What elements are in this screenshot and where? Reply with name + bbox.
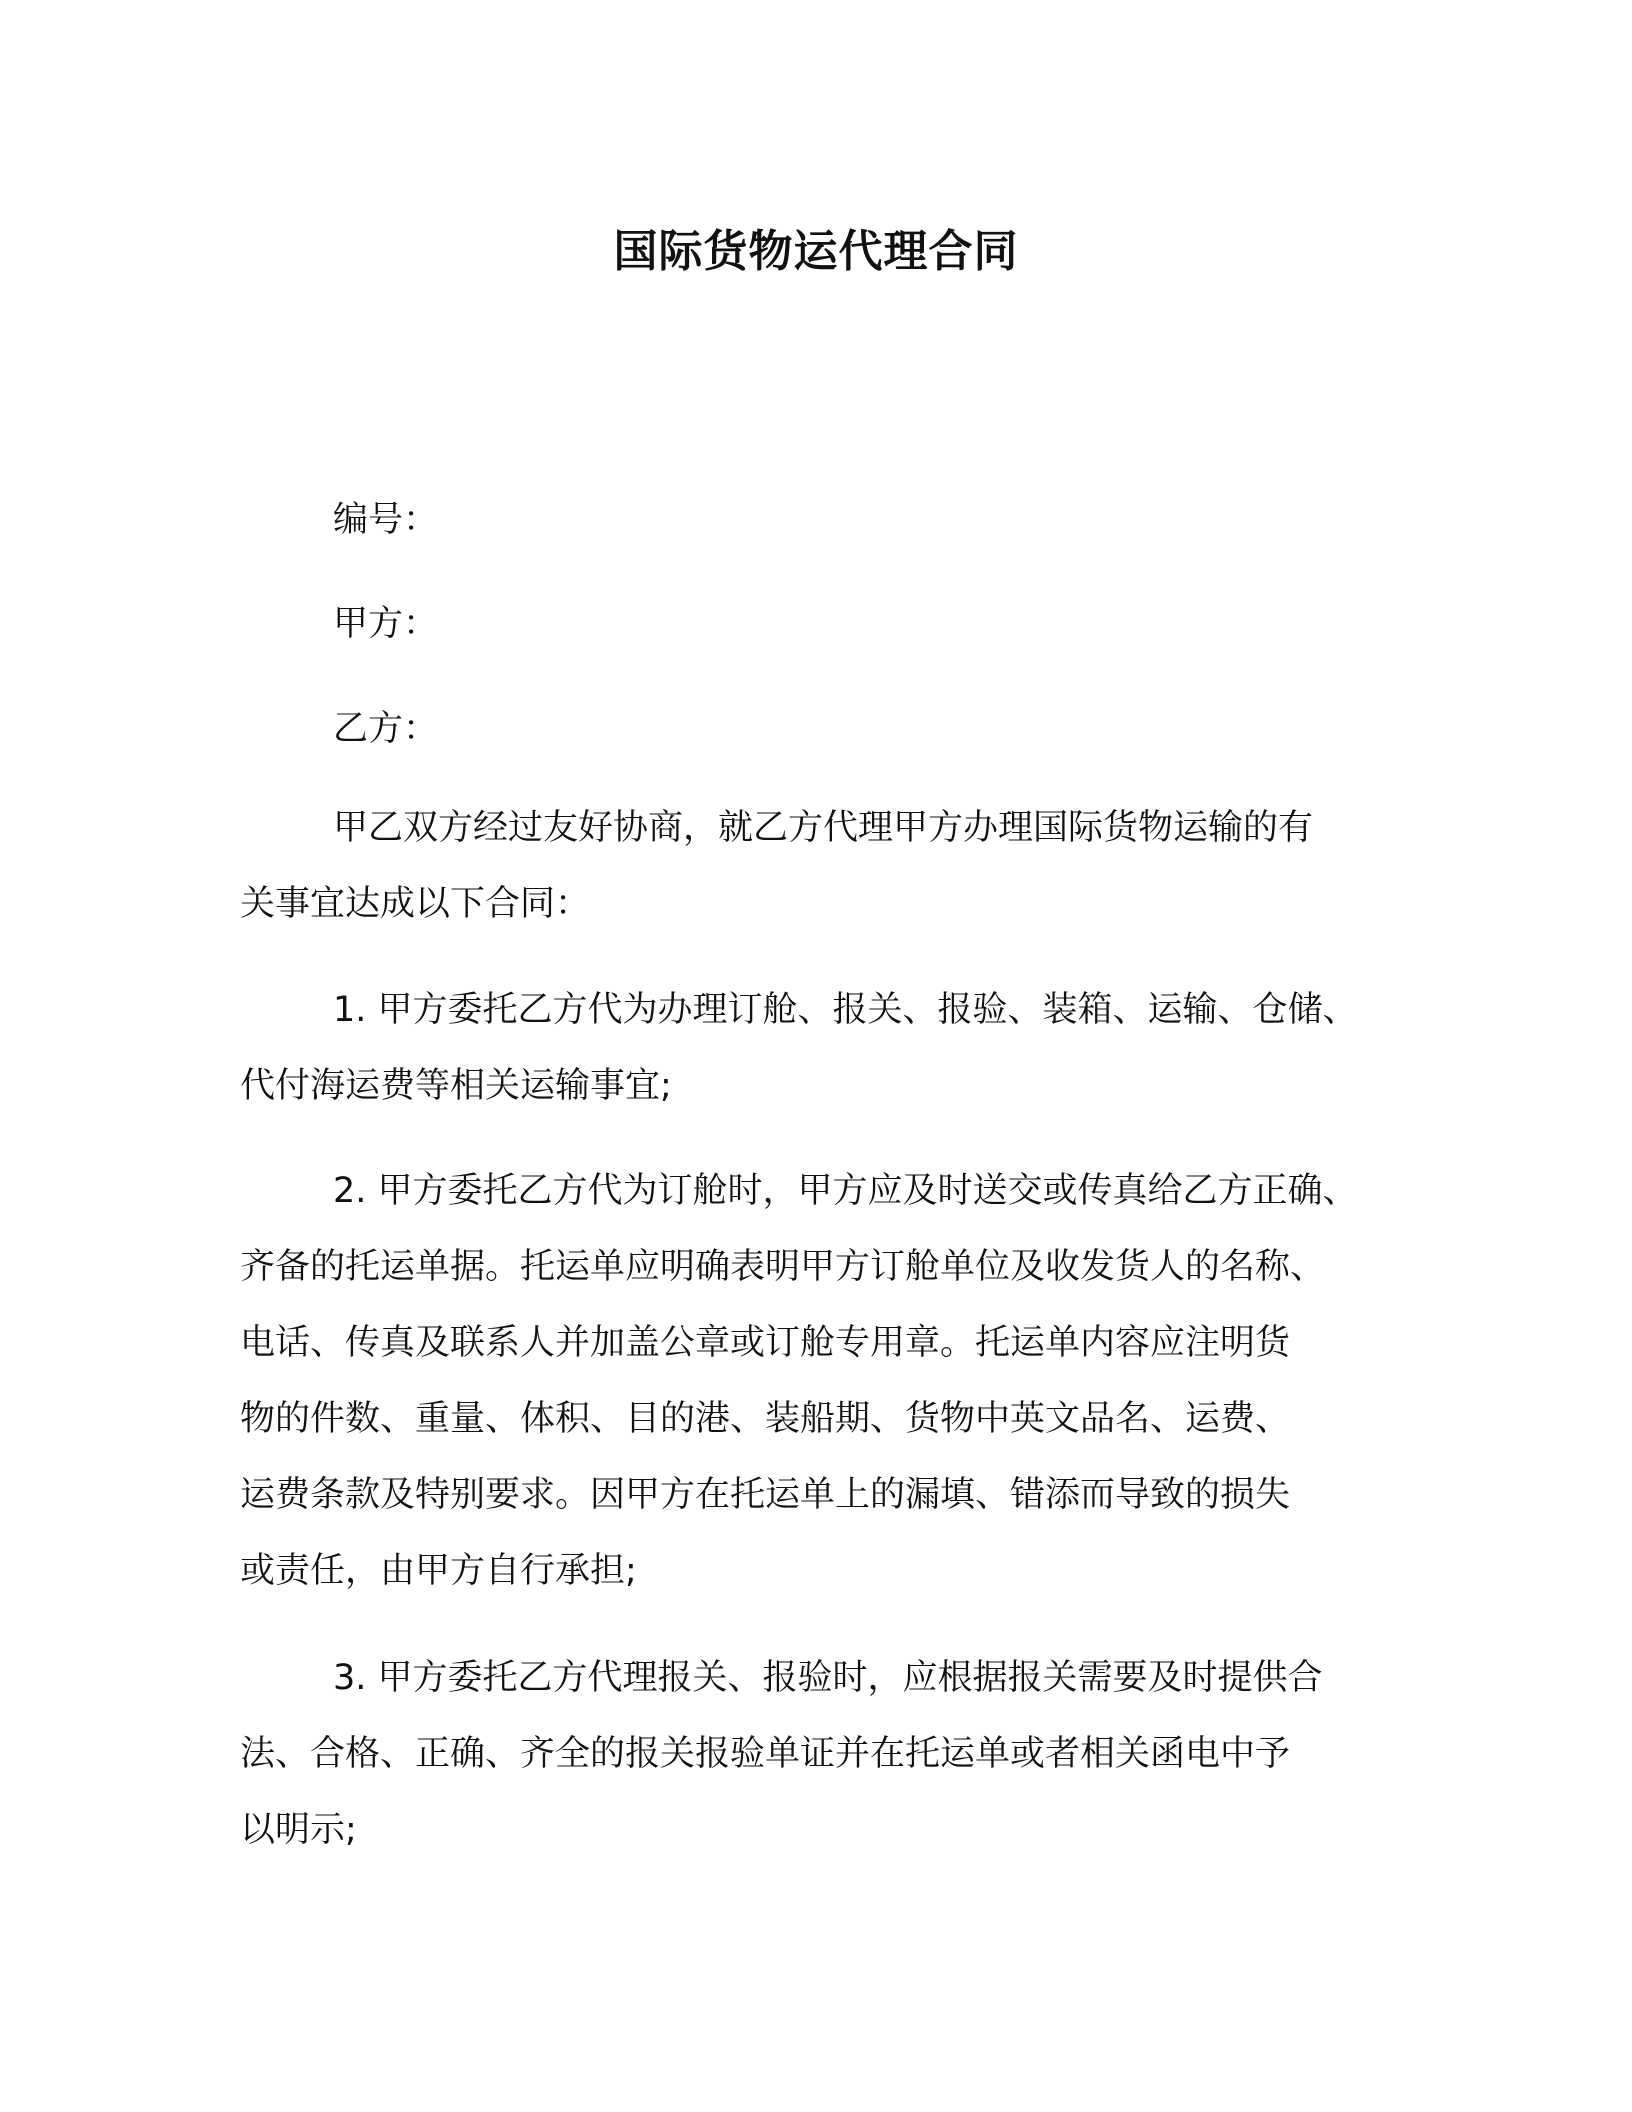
paragraph-line: 甲乙双方经过友好协商，就乙方代理甲方办理国际货物运输的有 [333, 808, 1314, 848]
paragraph-line: 物的件数、重量、体积、目的港、装船期、货物中英文品名、运费、 [240, 1399, 1291, 1439]
clause-3 [240, 1640, 1400, 1868]
paragraph-line: 代付海运费等相关运输事宜; [240, 1066, 672, 1106]
intro-paragraph [240, 790, 1400, 942]
paragraph-line: 3. 甲方委托乙方代理报关、报验时，应根据报关需要及时提供合 [333, 1658, 1323, 1698]
paragraph-line: 关事宜达成以下合同： [240, 884, 591, 924]
paragraph-line: 1. 甲方委托乙方代为办理订舱、报关、报验、装箱、运输、仓储、 [333, 990, 1358, 1030]
party-b-label: 乙方： [333, 709, 439, 749]
clause-2 [240, 1153, 1400, 1609]
paragraph-line: 2. 甲方委托乙方代为订舱时，甲方应及时送交或传真给乙方正确、 [333, 1171, 1358, 1211]
contract-number-label: 编号： [333, 500, 439, 540]
paragraph-line: 运费条款及特别要求。因甲方在托运单上的漏填、错添而导致的损失 [240, 1475, 1291, 1515]
document-title: 国际货物运代理合同 [613, 226, 1019, 277]
paragraph-line: 法、合格、正确、齐全的报关报验单证并在托运单或者相关函电中予 [240, 1734, 1291, 1774]
paragraph-line: 齐备的托运单据。托运单应明确表明甲方订舱单位及收发货人的名称、 [240, 1247, 1326, 1287]
paragraph-line: 电话、传真及联系人并加盖公章或订舱专用章。托运单内容应注明货 [240, 1323, 1291, 1363]
paragraph-line: 以明示; [240, 1810, 357, 1850]
paragraph-line: 或责任，由甲方自行承担; [240, 1551, 637, 1591]
clause-1 [240, 972, 1400, 1124]
party-a-label: 甲方： [333, 604, 439, 644]
